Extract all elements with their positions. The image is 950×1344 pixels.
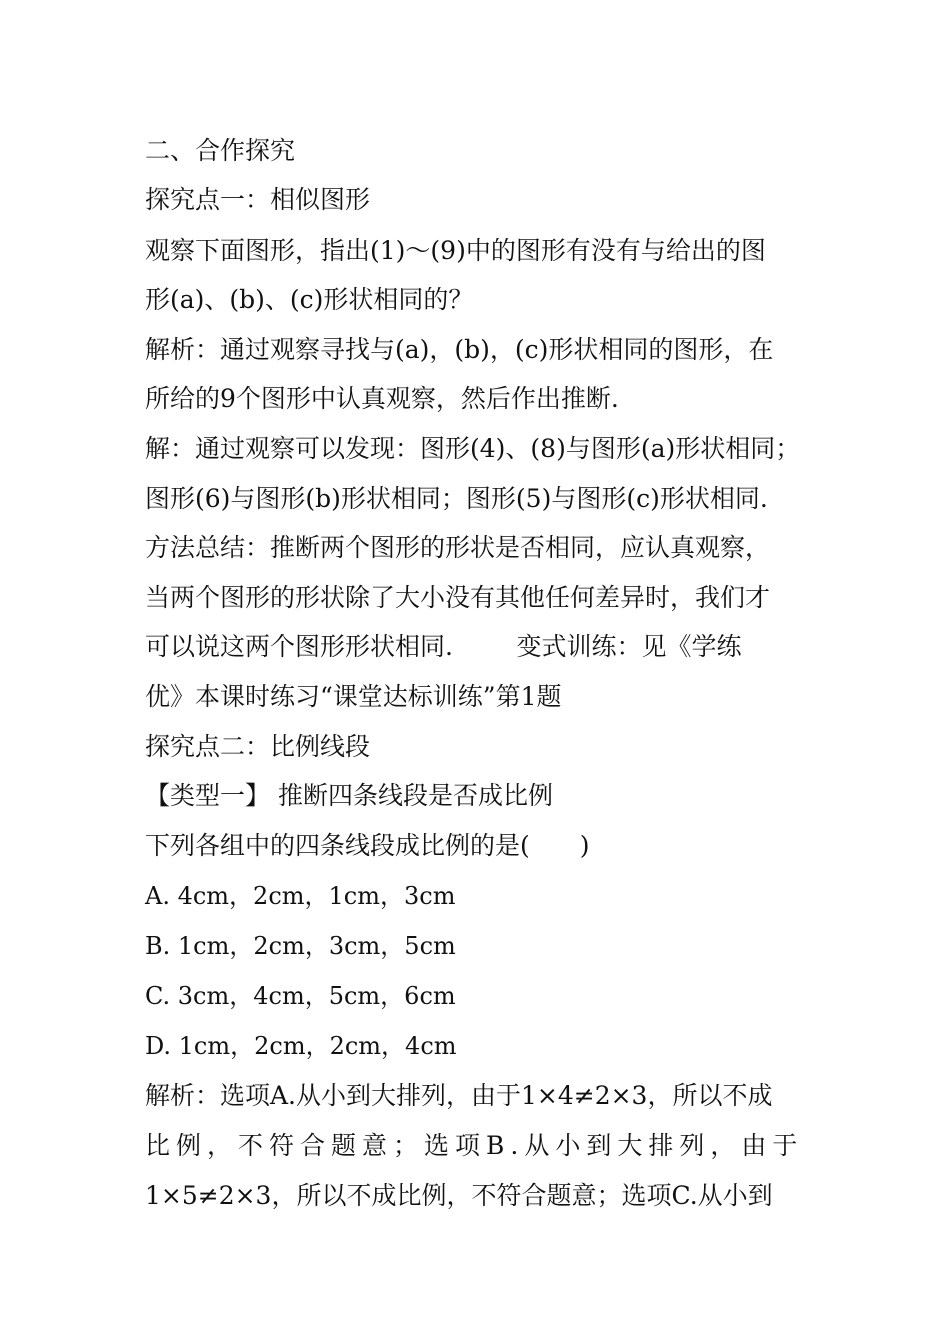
analysis2-line-2: 比例，不符合题意；选项B.从小到大排列，由于 bbox=[145, 1131, 804, 1160]
section-heading: 二、合作探究 bbox=[145, 136, 296, 165]
type1-heading: 【类型一】 推断四条线段是否成比例 bbox=[145, 781, 553, 810]
option-c: C. 3cm，4cm，5cm，6cm bbox=[145, 982, 456, 1010]
method1-line-4: 优》本课时练习“课堂达标训练”第1题 bbox=[145, 682, 562, 711]
point1-heading: 探究点一：相似图形 bbox=[145, 185, 371, 214]
analysis1-line-2: 所给的9个图形中认真观察，然后作出推断. bbox=[145, 384, 619, 413]
solution1-line-2: 图形(6)与图形(b)形状相同；图形(5)与图形(c)形状相同. bbox=[145, 484, 768, 513]
point2-heading: 探究点二：比例线段 bbox=[145, 732, 371, 761]
point1-question-line-2: 形(a)、(b)、(c)形状相同的？ bbox=[145, 285, 474, 314]
method1-line-1: 方法总结：推断两个图形的形状是否相同，应认真观察， bbox=[145, 533, 771, 562]
analysis1-line-1: 解析：通过观察寻找与(a)，(b)，(c)形状相同的图形，在 bbox=[145, 335, 774, 364]
solution1-line-1: 解：通过观察可以发现：图形(4)、(8)与图形(a)形状相同； bbox=[145, 434, 801, 463]
option-b: B. 1cm，2cm，3cm，5cm bbox=[145, 932, 456, 960]
option-d: D. 1cm，2cm，2cm，4cm bbox=[145, 1032, 457, 1060]
point1-question-line-1: 观察下面图形，指出(1)～(9)中的图形有没有与给出的图 bbox=[145, 236, 766, 265]
method1-line-2: 当两个图形的形状除了大小没有其他任何差异时，我们才 bbox=[145, 583, 771, 612]
analysis2-line-1: 解析：选项A.从小到大排列，由于1×4≠2×3，所以不成 bbox=[145, 1081, 773, 1110]
analysis2-line-3: 1×5≠2×3，所以不成比例，不符合题意；选项C.从小到 bbox=[145, 1181, 773, 1210]
method1-line-3: 可以说这两个图形形状相同. 变式训练：见《学练 bbox=[145, 632, 742, 661]
option-a: A. 4cm，2cm，1cm，3cm bbox=[145, 882, 456, 910]
question2: 下列各组中的四条线段成比例的是( ) bbox=[145, 831, 590, 860]
